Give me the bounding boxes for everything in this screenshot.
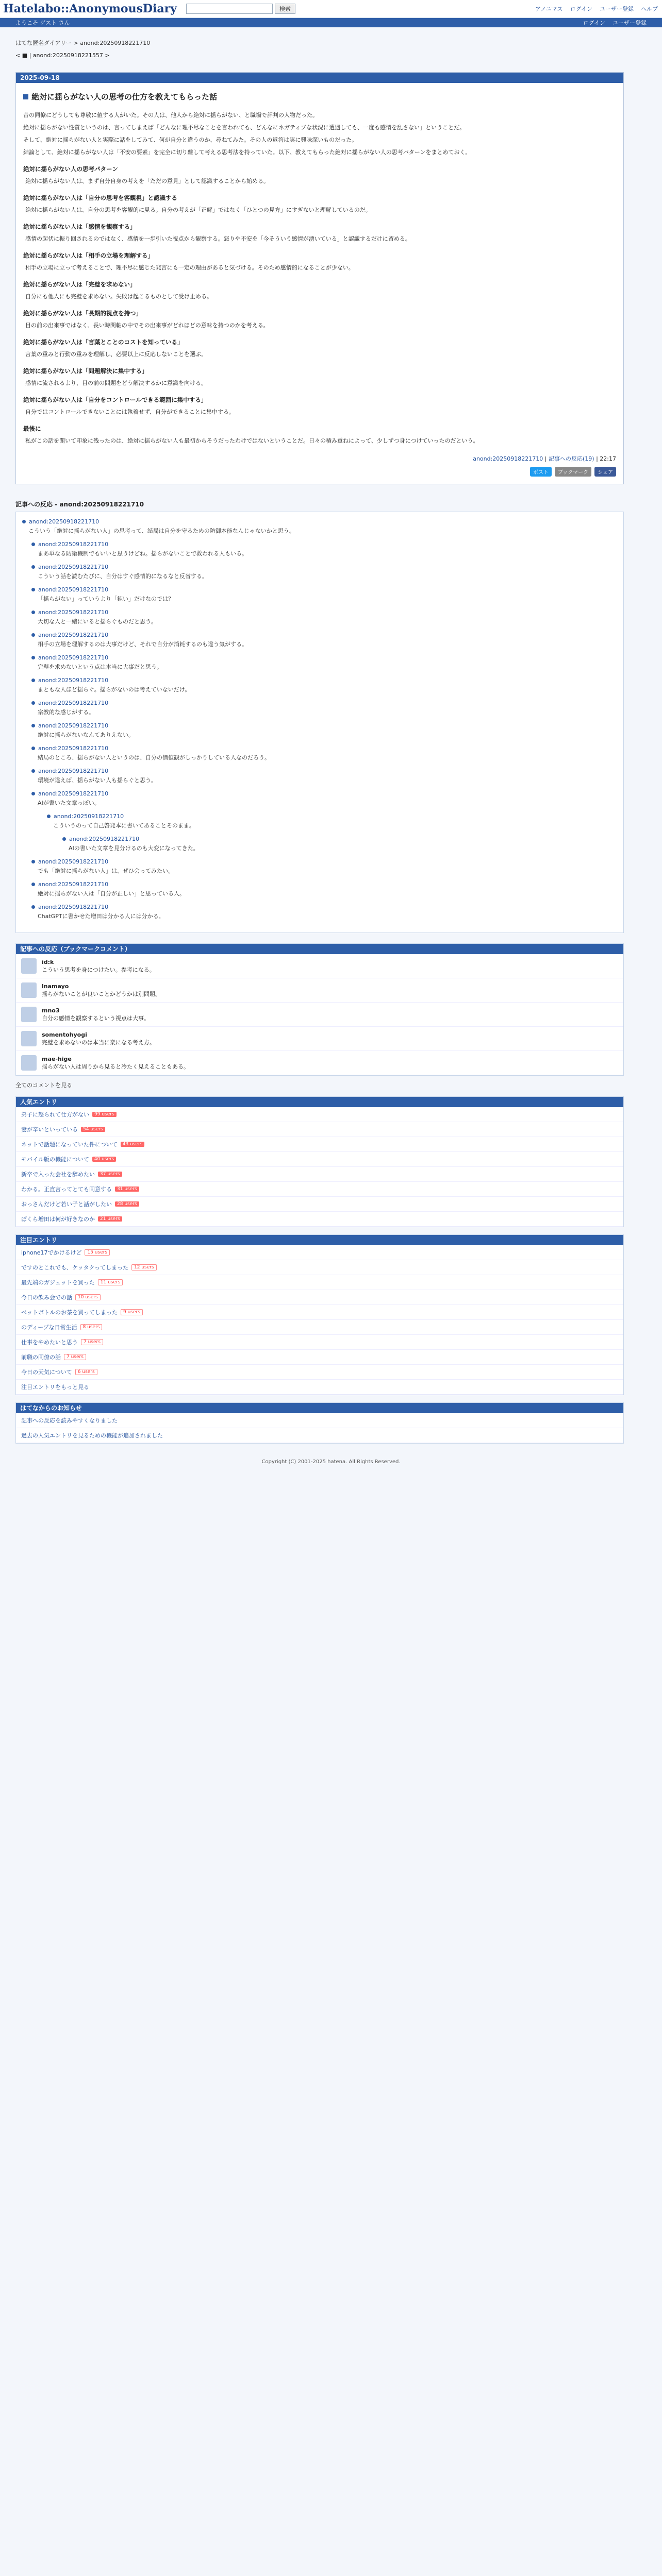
bullet-icon bbox=[31, 633, 35, 637]
attention-more-link[interactable]: 注目エントリをもっと見る bbox=[21, 1384, 89, 1391]
user-count-badge[interactable]: 37 users bbox=[98, 1172, 122, 1177]
entry-paragraph: 昔の同僚にどうしても尊敬に値する人がいた。その人は、他人から絶対に揺らがない、と職場で評判の人物だった。 bbox=[23, 112, 318, 118]
reaction-text: まあ単なる防衛機制でもいいと思うけどね。揺らがないことで救われる人もいる。 bbox=[38, 550, 247, 557]
bullet-icon bbox=[31, 883, 35, 886]
reaction-link[interactable]: anond:20250918221710 bbox=[38, 541, 109, 548]
entry-time: 22:17 bbox=[600, 455, 616, 462]
reaction-link[interactable]: anond:20250918221710 bbox=[38, 586, 109, 593]
reaction-link[interactable]: anond:20250918221710 bbox=[38, 904, 109, 910]
bullet-icon bbox=[31, 679, 35, 682]
reaction-text: 相手の立場を理解するのは大事だけど、それで自分が消耗するのも違う気がする。 bbox=[38, 641, 247, 648]
reaction-item bbox=[31, 904, 623, 921]
section-text: 自分にも他人にも完璧を求めない。失敗は起こるものとして受け止める。 bbox=[25, 293, 212, 300]
attention-item bbox=[16, 1350, 623, 1365]
user-count-badge[interactable]: 15 users bbox=[85, 1249, 110, 1256]
popular-link[interactable]: 妻が辛いといっている bbox=[21, 1126, 78, 1133]
reaction-item bbox=[31, 632, 623, 649]
hatena-info bbox=[15, 1402, 624, 1444]
navbar-register[interactable]: ユーザー登録 bbox=[613, 20, 647, 26]
user-count-badge[interactable]: 7 users bbox=[81, 1339, 103, 1345]
bullet-icon bbox=[31, 769, 35, 773]
reaction-link[interactable]: anond:20250918221710 bbox=[38, 564, 109, 570]
bullet-icon bbox=[22, 520, 26, 523]
bullet-icon bbox=[31, 747, 35, 750]
reaction-link[interactable]: anond:20250918221710 bbox=[38, 632, 109, 638]
attention-link[interactable]: 前職の同僚の話 bbox=[21, 1354, 61, 1361]
attention-item bbox=[16, 1365, 623, 1380]
bookmark-comments bbox=[15, 943, 624, 1076]
entry-nav-link[interactable]: < ■ | anond:20250918221557 > bbox=[15, 52, 110, 59]
bookmark-row bbox=[16, 954, 623, 978]
entry-reactions-link[interactable]: 記事への反応(19) bbox=[549, 455, 594, 462]
navbar-links bbox=[583, 19, 662, 27]
section-heading: 絶対に揺らがない人は「問題解決に集中する」 bbox=[23, 367, 148, 375]
attention-heading: 注目エントリ bbox=[16, 1235, 623, 1245]
section-heading: 絶対に揺らがない人は「自分をコントロールできる範囲に集中する」 bbox=[23, 396, 207, 403]
entry-paragraph: 絶対に揺らがない性質というのは、言ってしまえば「どんなに理不尽なことを言われても、どんなにネガティブな状況に遭遇しても、一度も感情を乱さない」ということだ。 bbox=[23, 124, 466, 131]
navbar-login[interactable]: ログイン bbox=[583, 20, 605, 26]
info-item bbox=[16, 1413, 623, 1428]
bookmark-user[interactable]: lnamayo bbox=[42, 983, 69, 990]
popular-heading: 人気エントリ bbox=[16, 1097, 623, 1107]
entry-paragraph: そして、絶対に揺らがない人と実際に話をしてみて、何が自分と違うのか、尋ねてみた。その人の返答は実に興味深いものだった。 bbox=[23, 137, 358, 143]
user-count-badge[interactable]: 6 users bbox=[75, 1369, 97, 1375]
reaction-text: ChatGPTに書かせた増田は分かる人には分かる。 bbox=[38, 913, 164, 920]
reaction-link[interactable]: anond:20250918221710 bbox=[38, 700, 109, 706]
attention-item bbox=[16, 1245, 623, 1260]
reaction-link[interactable]: anond:20250918221710 bbox=[38, 768, 109, 774]
site-logo[interactable]: Hatelabo::AnonymousDiary bbox=[3, 2, 177, 15]
bookmark-text: 揺らがない人は周りから見ると冷たく見えることもある。 bbox=[42, 1063, 189, 1070]
user-count-badge[interactable]: 21 users bbox=[98, 1216, 122, 1222]
reaction-link[interactable]: anond:20250918221710 bbox=[38, 722, 109, 729]
reaction-item bbox=[31, 768, 623, 785]
search-input[interactable] bbox=[186, 4, 273, 14]
entry-sections bbox=[23, 165, 616, 446]
header-link-login[interactable]: ログイン bbox=[570, 6, 592, 12]
popular-item bbox=[16, 1212, 623, 1227]
reaction-item bbox=[31, 700, 623, 717]
avatar[interactable] bbox=[21, 958, 37, 974]
attention-link[interactable]: iphone17でかけるけど bbox=[21, 1249, 82, 1256]
reaction-link[interactable]: anond:20250918221710 bbox=[38, 677, 109, 684]
section-heading: 絶対に揺らがない人の思考パターン bbox=[23, 165, 118, 173]
popular-link[interactable]: わかる。正直言ってとても同意する bbox=[21, 1186, 112, 1193]
footer-copyright: Copyright (C) 2001-2025 hatena. All Rights Reserved. bbox=[261, 1459, 401, 1465]
share-buttons bbox=[23, 467, 616, 477]
popular-item bbox=[16, 1137, 623, 1152]
bullet-icon bbox=[62, 837, 66, 841]
bullet-icon bbox=[31, 724, 35, 727]
popular-link[interactable]: ネットで話題になっていた件について bbox=[21, 1141, 118, 1148]
user-count-badge[interactable]: 43 users bbox=[121, 1142, 145, 1147]
reaction-text: 完璧を求めないという点は本当に大事だと思う。 bbox=[38, 664, 162, 670]
reaction-link[interactable]: anond:20250918221710 bbox=[38, 858, 109, 865]
search-button[interactable]: 検索 bbox=[275, 4, 295, 14]
avatar[interactable] bbox=[21, 1031, 37, 1046]
bookmark-text: 自分の感情を観察するという視点は大事。 bbox=[42, 1015, 150, 1022]
popular-link[interactable]: 新卒で入った会社を辞めたい bbox=[21, 1171, 95, 1178]
bullet-icon bbox=[47, 815, 51, 818]
reaction-item bbox=[47, 813, 623, 831]
entry-body bbox=[16, 83, 623, 484]
entry-intro bbox=[23, 110, 616, 158]
user-count-badge[interactable]: 9 users bbox=[121, 1309, 143, 1315]
header-links bbox=[535, 5, 662, 13]
bookmark-button[interactable]: ブックマーク bbox=[555, 467, 591, 477]
entry-title-text[interactable]: 絶対に揺らがない人の思考の仕方を教えてもらった話 bbox=[31, 92, 218, 101]
user-count-badge[interactable]: 54 users bbox=[81, 1127, 105, 1132]
popular-link[interactable]: ぼくら増田は何が好きなのか bbox=[21, 1216, 95, 1223]
section-text: 感情に流されるより、目の前の問題をどう解決するかに意識を向ける。 bbox=[25, 380, 207, 386]
section-heading: 絶対に揺らがない人は「言葉とことのコストを知っている」 bbox=[23, 338, 184, 346]
section-heading: 絶対に揺らがない人は「完璧を求めない」 bbox=[23, 281, 136, 288]
welcome-text: ようこそ ゲスト さん bbox=[15, 20, 70, 26]
section-text: 自分ではコントロールできないことには執着せず、自分ができることに集中する。 bbox=[25, 409, 235, 415]
bookmark-text: 揺らがないことが良いことかどうかは別問題。 bbox=[42, 991, 161, 997]
attention-more bbox=[16, 1380, 623, 1395]
breadcrumb[interactable]: はてな匿名ダイアリー > anond:20250918221710 bbox=[15, 40, 151, 46]
attention-item bbox=[16, 1335, 623, 1350]
user-count-badge[interactable]: 28 users bbox=[115, 1201, 139, 1207]
section-heading: 絶対に揺らがない人は「長期的視点を持つ」 bbox=[23, 310, 142, 317]
section-text: 言葉の重みと行動の重みを理解し、必要以上に反応しないことを選ぶ。 bbox=[25, 351, 207, 358]
info-heading: はてなからのお知らせ bbox=[16, 1403, 623, 1413]
bookmark-row bbox=[16, 1051, 623, 1075]
tree-heading: 記事への反応 - anond:20250918221710 bbox=[15, 501, 144, 508]
attention-link[interactable]: ですのとこれでも、ケッタクってしまった bbox=[21, 1264, 129, 1271]
bullet-icon bbox=[31, 588, 35, 591]
reaction-link[interactable]: anond:20250918221710 bbox=[38, 881, 109, 888]
bookmark-row bbox=[16, 978, 623, 1003]
popular-entries bbox=[15, 1096, 624, 1227]
bookmark-user[interactable]: mno3 bbox=[42, 1007, 60, 1014]
popular-item bbox=[16, 1152, 623, 1167]
reaction-item bbox=[31, 881, 623, 899]
attention-item bbox=[16, 1320, 623, 1335]
reaction-tree bbox=[15, 512, 624, 933]
section-heading: 絶対に揺らがない人は「感情を観察する」 bbox=[23, 223, 136, 230]
bookmark-user[interactable]: mae-hige bbox=[42, 1056, 72, 1062]
reaction-item bbox=[31, 541, 623, 558]
bullet-icon bbox=[31, 565, 35, 569]
reaction-link[interactable]: anond:20250918221710 bbox=[38, 745, 109, 752]
reaction-item bbox=[31, 564, 623, 581]
entry-footer: anond:20250918221710 | 記事への反応(19) | 22:17 bbox=[473, 455, 616, 462]
reaction-item bbox=[62, 836, 623, 853]
reaction-text: こういう話を読むたびに、自分はすぐ感情的になるなと反省する。 bbox=[38, 573, 208, 580]
reaction-text: こういうのって自己啓発本に書いてあることそのまま。 bbox=[53, 822, 195, 829]
reaction-text: 大切な人と一緒にいると揺らぐものだと思う。 bbox=[38, 618, 157, 625]
bullet-icon bbox=[31, 611, 35, 614]
more-comments-link[interactable]: 全てのコメントを見る bbox=[15, 1082, 72, 1089]
avatar[interactable] bbox=[21, 1055, 37, 1071]
avatar[interactable] bbox=[21, 982, 37, 998]
attention-link[interactable]: 最先端のガジェットを買った bbox=[21, 1279, 95, 1286]
header-link-help[interactable]: ヘルプ bbox=[641, 6, 658, 12]
attention-link[interactable]: のディープな日常生活 bbox=[21, 1324, 77, 1331]
reaction-item bbox=[31, 586, 623, 604]
reaction-item bbox=[22, 518, 623, 536]
navbar bbox=[0, 18, 662, 27]
bookmark-row bbox=[16, 1003, 623, 1027]
user-count-badge[interactable]: 10 users bbox=[75, 1294, 101, 1300]
reaction-link[interactable]: anond:20250918221710 bbox=[29, 518, 100, 525]
attention-link[interactable]: 今日の天気について bbox=[21, 1369, 72, 1376]
site-header bbox=[0, 0, 662, 18]
bookmark-text: 完璧を求めないのは本当に楽になる考え方。 bbox=[42, 1039, 155, 1046]
entry-permalink[interactable]: anond:20250918221710 bbox=[473, 455, 543, 462]
popular-link[interactable]: モバイル版の機能について bbox=[21, 1156, 89, 1163]
reaction-item bbox=[31, 722, 623, 740]
reaction-text: AIが書いた文章っぽい。 bbox=[38, 800, 100, 806]
info-link[interactable]: 過去の人気エントリを見るための機能が追加されました bbox=[21, 1432, 163, 1439]
popular-item bbox=[16, 1197, 623, 1212]
reaction-link[interactable]: anond:20250918221710 bbox=[69, 836, 140, 842]
reaction-text: 結局のところ、揺らがない人というのは、自分の価値観がしっかりしている人なのだろう。 bbox=[38, 754, 270, 761]
section-heading: 絶対に揺らがない人は「相手の立場を理解する」 bbox=[23, 252, 154, 259]
attention-item bbox=[16, 1305, 623, 1320]
reaction-link[interactable]: anond:20250918221710 bbox=[38, 609, 109, 616]
reaction-text: 絶対に揺らがない人は「自分が正しい」と思っている人。 bbox=[38, 890, 185, 897]
section-text: 感情の起伏に振り回されるのではなく、感情を一歩引いた視点から観察する。怒りや不安を「今そういう感情が湧いている」と認識するだけに留める。 bbox=[25, 235, 411, 242]
bookmark-text: こういう思考を身につけたい。参考になる。 bbox=[42, 967, 155, 973]
bullet-icon bbox=[31, 905, 35, 909]
entry-paragraph: 結論として、絶対に揺らがない人は「不安の要素」を完全に切り離して考える思考法を持っていた。以下、教えてもらった絶対に揺らがない人の思考パターンをまとめておく。 bbox=[23, 149, 471, 156]
bookmark-user[interactable]: id:k bbox=[42, 959, 54, 965]
user-count-badge[interactable]: 7 users bbox=[64, 1354, 86, 1360]
info-link[interactable]: 記事への反応を読みやすくなりました bbox=[21, 1417, 118, 1424]
user-count-badge[interactable]: 11 users bbox=[98, 1279, 123, 1285]
header-link-register[interactable]: ユーザー登録 bbox=[600, 6, 634, 12]
reaction-link[interactable]: anond:20250918221710 bbox=[38, 790, 109, 797]
user-count-badge[interactable]: 40 users bbox=[92, 1157, 117, 1162]
section-text: 相手の立場に立って考えることで、理不尽に感じた発言にも一定の理由があると気づける。そのため感情的になることが少ない。 bbox=[25, 264, 354, 271]
attention-entries bbox=[15, 1234, 624, 1395]
reaction-item bbox=[31, 654, 623, 672]
reaction-item bbox=[31, 858, 623, 876]
reaction-text: AIの書いた文章を見分けるのも大変になってきた。 bbox=[69, 845, 199, 852]
post-button[interactable]: ポスト bbox=[530, 467, 552, 477]
attention-item bbox=[16, 1290, 623, 1305]
title-square-icon bbox=[23, 94, 28, 99]
bullet-icon bbox=[31, 701, 35, 705]
section-text: 私がこの話を聞いて印象に残ったのは、絶対に揺らがない人も最初からそうだったわけではないということだ。日々の積み重ねによって、少しずつ身につけていったのだという。 bbox=[25, 437, 479, 444]
section-heading: 絶対に揺らがない人は「自分の思考を客観視」と認識する bbox=[23, 194, 177, 201]
entry-title bbox=[23, 91, 616, 102]
bookmark-heading: 記事への反応（ブックマークコメント） bbox=[16, 944, 623, 954]
attention-link[interactable]: 今日の飲み会での話 bbox=[21, 1294, 72, 1301]
reaction-text: 絶対に揺らがないなんてありえない。 bbox=[38, 732, 134, 738]
user-count-badge[interactable]: 12 users bbox=[131, 1264, 157, 1270]
reaction-text: 環境が違えば、揺らがない人も揺らぐと思う。 bbox=[38, 777, 157, 784]
entry-date: 2025-09-18 bbox=[16, 73, 623, 83]
section-text: 絶対に揺らがない人は、自分の思考を客観的に見る。自分の考えが「正解」ではなく「ひとつの見方」にすぎないと理解しているのだ。 bbox=[25, 207, 371, 213]
reaction-link[interactable]: anond:20250918221710 bbox=[54, 813, 124, 820]
section-text: 目の前の出来事ではなく、長い時間軸の中でその出来事がどれほどの意味を持つのかを考える。 bbox=[25, 322, 269, 329]
user-count-badge[interactable]: 31 users bbox=[115, 1187, 139, 1192]
bullet-icon bbox=[31, 543, 35, 546]
search-area bbox=[186, 4, 295, 14]
popular-item bbox=[16, 1167, 623, 1182]
attention-link[interactable]: ペットボトルのお茶を買ってしまった bbox=[21, 1309, 118, 1316]
popular-item bbox=[16, 1182, 623, 1197]
reaction-item bbox=[31, 677, 623, 694]
bookmark-row bbox=[16, 1027, 623, 1051]
bullet-icon bbox=[31, 656, 35, 659]
user-count-badge[interactable]: 8 users bbox=[80, 1324, 103, 1330]
reaction-text: まともな人ほど揺らぐ。揺らがないのは考えていないだけ。 bbox=[38, 686, 191, 693]
info-item bbox=[16, 1428, 623, 1443]
facebook-share-button[interactable]: シェア bbox=[594, 467, 616, 477]
section-text: 絶対に揺らがない人は、まず自分自身の考えを「ただの意見」として認識することから始める。 bbox=[25, 178, 269, 184]
bullet-icon bbox=[31, 860, 35, 863]
popular-link[interactable]: おっさんだけど若い子と話がしたい bbox=[21, 1201, 112, 1208]
popular-item bbox=[16, 1107, 623, 1122]
entry-box bbox=[15, 72, 624, 484]
bookmark-user[interactable]: somentohyogi bbox=[42, 1031, 87, 1038]
reaction-item bbox=[31, 745, 623, 762]
bullet-icon bbox=[31, 792, 35, 795]
popular-item bbox=[16, 1122, 623, 1137]
header-link-anonymous[interactable]: アノニマス bbox=[535, 6, 563, 12]
reaction-item bbox=[31, 790, 623, 808]
reaction-text: こういう「絶対に揺らがない人」の思考って、結局は自分を守るための防御本能なんじゃないかと思う。 bbox=[28, 528, 295, 534]
attention-item bbox=[16, 1260, 623, 1275]
reaction-text: 「揺らがない」っていうより「鈍い」だけなのでは？ bbox=[38, 596, 174, 602]
section-heading: 最後に bbox=[23, 425, 41, 432]
reaction-text: でも「絶対に揺らがない人」は、ぜひ会ってみたい。 bbox=[38, 868, 174, 874]
reaction-item bbox=[31, 609, 623, 626]
attention-item bbox=[16, 1275, 623, 1290]
attention-link[interactable]: 仕事をやめたいと思う bbox=[21, 1339, 78, 1346]
popular-link[interactable]: 弟子に怒られて仕方がない bbox=[21, 1111, 89, 1118]
avatar[interactable] bbox=[21, 1007, 37, 1022]
reaction-text: 宗教的な感じがする。 bbox=[38, 709, 94, 716]
reaction-link[interactable]: anond:20250918221710 bbox=[38, 654, 109, 661]
user-count-badge[interactable]: 99 users bbox=[92, 1112, 117, 1117]
